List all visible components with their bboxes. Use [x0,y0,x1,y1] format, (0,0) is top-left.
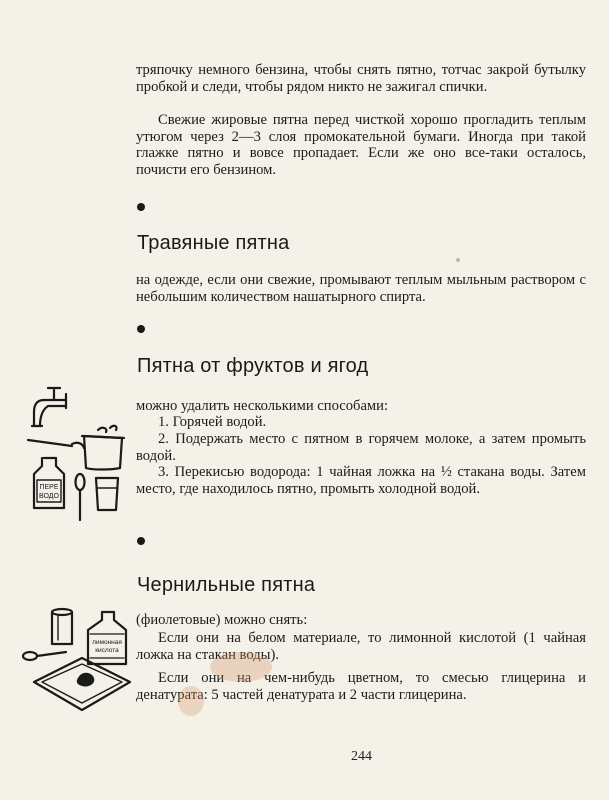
ink-stains-illustration [22,604,138,712]
section-bullet [137,537,145,545]
bottle-label-top: лимонная [92,639,122,646]
intro-paragraph-2: Свежие жировые пятна перед чисткой хорошо прогладить теплым утюгом через 2—3 слоя промокательной бумаги. Иногда при такой глажке пятно и вовсе пропадает. Если же оно все-таки осталось, почисти его бензином. [136,112,586,178]
ink-stains-lead: (фиолетовые) можно снять: [136,612,308,628]
bottle-label-top: ПЕРЕ [39,484,59,491]
ink-stains-heading: Чернильные пятна [137,574,316,596]
page-number: 244 [351,749,372,764]
fruit-stains-lead: можно удалить несколькими способами: [136,398,389,414]
grass-stains-heading: Травяные пятна [137,232,290,254]
bottle-label-bottom: кислота [95,647,119,654]
water-tap-icon [32,388,66,426]
glass-icon [96,478,118,510]
ink-method-white: Если они на белом материале, то лимонной кислотой (1 чайная ложка на стакан воды). [136,630,586,663]
ink-blot-icon [77,673,95,687]
ink-method-colored: Если они на чем-нибудь цветном, то смесью глицерина и денатурата: 5 частей денатурата и 2 части глицерина. [136,670,586,703]
fruit-stains-illustration [26,382,134,522]
fruit-method-2: 2. Подержать место с пятном в горячем молоке, а затем промыть водой. [136,431,586,464]
section-bullet [137,325,145,333]
fruit-method-3: 3. Перекисью водорода: 1 чайная ложка на ½ стакана воды. Затем место, где находилось пятно, промыть холодной водой. [136,464,586,497]
peroxide-bottle-icon [34,458,64,508]
intro-paragraph-1: тряпочку немного бензина, чтобы снять пятно, тотчас закрой бутылку пробкой и следи, чтобы рядом никто не зажигал спички. [136,62,586,95]
citric-acid-bottle-icon [88,612,126,664]
spoon-icon [23,652,66,660]
section-bullet [137,203,145,211]
paper-speck [456,258,460,262]
fruit-method-1: 1. Горячей водой. [158,414,267,430]
fruit-stains-heading: Пятна от фруктов и ягод [137,355,369,377]
bottle-label-bottom: ВОДО [39,493,59,500]
jar-icon [52,609,72,644]
grass-stains-text: на одежде, если они свежие, промывают теплым мыльным раствором с небольшим количеством нашатырного спирта. [136,272,586,305]
spoon-icon [76,474,85,520]
